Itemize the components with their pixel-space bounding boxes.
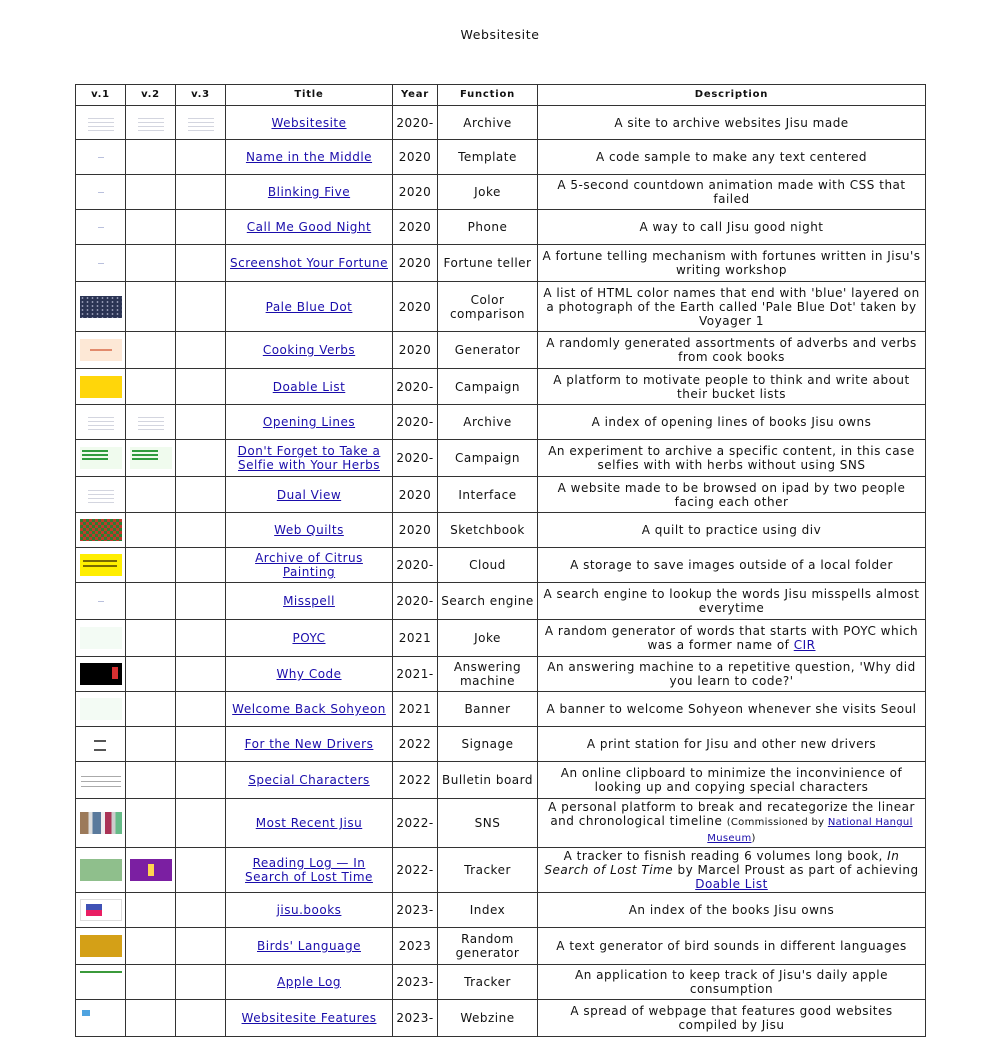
title-cell [226, 583, 393, 620]
description-cell: A code sample to make any text centered [538, 140, 926, 175]
v3-cell [176, 440, 226, 477]
description-cell: An experiment to archive a specific content, in this case selfies with with herbs without using SNS [538, 440, 926, 477]
description-cell: An index of the books Jisu owns [538, 893, 926, 928]
table-row [76, 282, 926, 332]
function-cell: Answering machine [438, 657, 538, 692]
title-cell [226, 440, 393, 477]
function-cell: SNS [438, 799, 538, 848]
function-cell: Color comparison [438, 282, 538, 332]
description-text: A tracker to fisnish reading 6 volumes long book, [563, 849, 888, 863]
description-cell: A 5-second countdown animation made with CSS that failed [538, 175, 926, 210]
purple-thumbnail[interactable] [130, 859, 172, 881]
function-cell: Template [438, 140, 538, 175]
v3-cell [176, 762, 226, 799]
project-link[interactable]: Name in the Middle [245, 150, 373, 164]
project-link[interactable]: Reading Log — In Search of Lost Time [245, 856, 373, 884]
book-title: In Search of Lost Time [544, 849, 900, 877]
table-row [76, 369, 926, 405]
v1-cell[interactable] [76, 140, 126, 175]
v2-cell [126, 965, 176, 1000]
v1-cell[interactable] [76, 762, 126, 799]
v3-cell [176, 477, 226, 513]
v2-cell [126, 477, 176, 513]
year-cell: 2020- [393, 369, 438, 405]
v1-cell[interactable] [76, 440, 126, 477]
v2-cell [126, 727, 176, 762]
year-cell: 2023- [393, 1000, 438, 1037]
project-link[interactable]: Special Characters [248, 773, 370, 787]
commission-note-suffix: ) [751, 833, 756, 844]
title-cell [226, 175, 393, 210]
title-cell [226, 893, 393, 928]
table-row [76, 245, 926, 282]
project-link[interactable]: Opening Lines [262, 415, 356, 429]
table-row [76, 548, 926, 583]
year-cell: 2022 [393, 727, 438, 762]
v1-cell[interactable] [76, 106, 126, 140]
year-cell: 2020 [393, 140, 438, 175]
title-cell [226, 620, 393, 657]
v2-cell [126, 1000, 176, 1037]
description-cell: An application to keep track of Jisu's daily apple consumption [538, 965, 926, 1000]
v2-cell [126, 513, 176, 548]
title-cell [226, 405, 393, 440]
function-cell: Tracker [438, 848, 538, 893]
project-link[interactable]: Archive of Citrus Painting [255, 551, 363, 579]
v2-cell [126, 548, 176, 583]
v3-cell [176, 727, 226, 762]
project-link[interactable]: Apple Log [277, 975, 341, 989]
v1-cell[interactable] [76, 1000, 126, 1037]
sage-thumbnail[interactable] [80, 859, 122, 881]
function-cell: Sketchbook [438, 513, 538, 548]
function-cell: Banner [438, 692, 538, 727]
year-cell: 2020- [393, 106, 438, 140]
v2-cell [126, 762, 176, 799]
year-cell: 2020- [393, 405, 438, 440]
books-thumbnail[interactable] [80, 899, 122, 921]
dot-icon[interactable] [98, 157, 104, 158]
title-cell [226, 282, 393, 332]
v3-cell[interactable] [176, 106, 226, 140]
description-cell: A banner to welcome Sohyeon whenever she visits Seoul [538, 692, 926, 727]
citrus-thumbnail[interactable] [80, 554, 122, 576]
description-cell: A index of opening lines of books Jisu owns [538, 405, 926, 440]
table-row [76, 893, 926, 928]
project-link[interactable]: Websitesite Features [241, 1011, 377, 1025]
title-cell [226, 762, 393, 799]
v3-cell [176, 548, 226, 583]
table-row [76, 513, 926, 548]
hanja-thumbnail[interactable] [80, 733, 122, 755]
v3-cell [176, 332, 226, 369]
function-cell: Phone [438, 210, 538, 245]
description-cell [538, 620, 926, 657]
v3-cell [176, 893, 226, 928]
project-link[interactable]: Websitesite [271, 115, 347, 130]
description-cell: A fortune telling mechanism with fortunes written in Jisu's writing workshop [538, 245, 926, 282]
lines-icon[interactable] [88, 115, 114, 131]
function-cell: Search engine [438, 583, 538, 620]
green-text-thumbnail[interactable] [80, 447, 122, 469]
lines-icon[interactable] [188, 115, 214, 131]
year-cell: 2020 [393, 513, 438, 548]
v1-cell[interactable] [76, 210, 126, 245]
project-link[interactable]: Most Recent Jisu [255, 816, 363, 830]
dot-icon[interactable] [98, 192, 104, 193]
project-link[interactable]: Birds' Language [257, 939, 361, 953]
apple-thumbnail[interactable] [80, 971, 122, 993]
table-row [76, 440, 926, 477]
project-link[interactable]: Welcome Back Sohyeon [232, 702, 386, 716]
description-cell: A print station for Jisu and other new drivers [538, 727, 926, 762]
function-cell: Generator [438, 332, 538, 369]
project-link[interactable]: Web Quilts [274, 523, 344, 537]
description-cell: A spread of webpage that features good websites compiled by Jisu [538, 1000, 926, 1037]
title-cell [226, 332, 393, 369]
v3-cell [176, 405, 226, 440]
page-title: Websitesite [460, 27, 540, 42]
lines-icon[interactable] [88, 487, 114, 503]
title-cell [226, 1000, 393, 1037]
title-cell [226, 369, 393, 405]
description-cell [538, 848, 926, 893]
function-cell: Random generator [438, 928, 538, 965]
project-link[interactable]: Pale Blue Dot [265, 299, 353, 314]
pale-thumbnail[interactable] [80, 627, 122, 649]
table-row [76, 210, 926, 245]
year-cell: 2020 [393, 332, 438, 369]
table-row [76, 405, 926, 440]
features-thumbnail[interactable] [80, 1007, 122, 1029]
function-cell: Archive [438, 106, 538, 140]
v2-cell [126, 928, 176, 965]
function-cell: Campaign [438, 369, 538, 405]
v2-cell [126, 282, 176, 332]
v1-cell[interactable] [76, 332, 126, 369]
project-link[interactable]: Cooking Verbs [262, 343, 356, 357]
year-cell: 2020- [393, 440, 438, 477]
function-cell: Cloud [438, 548, 538, 583]
year-cell: 2022- [393, 848, 438, 893]
table-row [76, 1000, 926, 1037]
v2-cell [126, 799, 176, 848]
commission-link[interactable]: National Hangul Museum [707, 817, 913, 844]
project-link[interactable]: Call Me Good Night [246, 220, 372, 234]
v3-cell [176, 369, 226, 405]
lines-icon[interactable] [138, 115, 164, 131]
year-cell: 2022 [393, 762, 438, 799]
v1-cell[interactable] [76, 727, 126, 762]
title-cell [226, 657, 393, 692]
v1-cell[interactable] [76, 583, 126, 620]
v2-cell [126, 620, 176, 657]
v2-cell [126, 245, 176, 282]
peach-thumbnail[interactable] [80, 339, 122, 361]
table-row [76, 620, 926, 657]
v2-cell[interactable] [126, 440, 176, 477]
v1-cell[interactable] [76, 657, 126, 692]
collage-thumbnail[interactable] [80, 812, 122, 834]
table-row [76, 928, 926, 965]
year-cell: 2023- [393, 893, 438, 928]
v2-cell[interactable] [126, 405, 176, 440]
v1-cell[interactable] [76, 928, 126, 965]
description-text: A random generator of words that starts with POYC which was a former name of [544, 624, 919, 652]
table-row [76, 583, 926, 620]
description-cell: A website made to be browsed on ipad by two people facing each other [538, 477, 926, 513]
project-link[interactable]: For the New Drivers [244, 737, 374, 751]
function-cell: Joke [438, 620, 538, 657]
pale-thumbnail[interactable] [80, 698, 122, 720]
table-row [76, 965, 926, 1000]
function-cell: Joke [438, 175, 538, 210]
description-cell: A storage to save images outside of a local folder [538, 548, 926, 583]
year-cell: 2022- [393, 799, 438, 848]
v1-cell[interactable] [76, 965, 126, 1000]
title-cell [226, 928, 393, 965]
year-cell: 2020- [393, 583, 438, 620]
function-cell: Index [438, 893, 538, 928]
year-cell: 2023- [393, 965, 438, 1000]
year-cell: 2020- [393, 548, 438, 583]
title-cell [226, 548, 393, 583]
v1-cell[interactable] [76, 282, 126, 332]
project-link[interactable]: Misspell [283, 594, 335, 608]
commission-note-prefix: (Commissioned by [726, 817, 828, 828]
description-link[interactable]: CIR [793, 638, 816, 652]
year-cell: 2020 [393, 282, 438, 332]
v3-cell [176, 583, 226, 620]
title-cell [226, 106, 393, 140]
black-thumbnail[interactable] [80, 663, 122, 685]
text-thumbnail[interactable] [81, 772, 121, 788]
v2-cell [126, 210, 176, 245]
v2-cell[interactable] [126, 106, 176, 140]
table-row [76, 175, 926, 210]
table-row [76, 762, 926, 799]
v1-cell[interactable] [76, 245, 126, 282]
year-cell: 2021 [393, 692, 438, 727]
year-cell: 2020 [393, 175, 438, 210]
description-cell [538, 799, 926, 848]
description-link[interactable]: Doable List [695, 877, 768, 891]
title-cell [226, 140, 393, 175]
v3-cell [176, 1000, 226, 1037]
project-link[interactable]: Why Code [276, 667, 342, 681]
function-cell: Campaign [438, 440, 538, 477]
year-cell: 2021 [393, 620, 438, 657]
year-cell: 2020 [393, 477, 438, 513]
header-v2: v.2 [126, 85, 176, 106]
year-cell: 2020 [393, 245, 438, 282]
function-cell: Webzine [438, 1000, 538, 1037]
title-cell [226, 245, 393, 282]
title-cell [226, 799, 393, 848]
v3-cell [176, 140, 226, 175]
table-row [76, 848, 926, 893]
title-cell [226, 727, 393, 762]
title-cell [226, 965, 393, 1000]
lines-icon[interactable] [88, 414, 114, 430]
title-cell [226, 477, 393, 513]
description-text: A personal platform to break and recategorize the linear and chronological timeline [548, 800, 915, 828]
v3-cell [176, 928, 226, 965]
v2-cell [126, 140, 176, 175]
description-cell: A randomly generated assortments of adverbs and verbs from cook books [538, 332, 926, 369]
v1-cell[interactable] [76, 620, 126, 657]
description-cell: A platform to motivate people to think and write about their bucket lists [538, 369, 926, 405]
project-link[interactable]: Screenshot Your Fortune [230, 256, 388, 270]
v1-cell[interactable] [76, 893, 126, 928]
table-row [76, 332, 926, 369]
v2-cell [126, 175, 176, 210]
v2-cell [126, 657, 176, 692]
v1-cell[interactable] [76, 405, 126, 440]
description-cell: A search engine to lookup the words Jisu misspells almost everytime [538, 583, 926, 620]
v1-cell[interactable] [76, 692, 126, 727]
description-text: by Marcel Proust as part of achieving [673, 863, 919, 877]
v2-cell [126, 692, 176, 727]
table-row [76, 727, 926, 762]
v3-cell [176, 799, 226, 848]
description-cell: A way to call Jisu good night [538, 210, 926, 245]
v3-cell [176, 175, 226, 210]
v1-cell[interactable] [76, 513, 126, 548]
table-row [76, 140, 926, 175]
project-link[interactable]: Blinking Five [267, 185, 351, 199]
year-cell: 2021- [393, 657, 438, 692]
description-cell: A site to archive websites Jisu made [538, 106, 926, 140]
year-cell: 2023 [393, 928, 438, 965]
table-header-row [76, 85, 926, 106]
v3-cell [176, 965, 226, 1000]
yellow-thumbnail[interactable] [80, 376, 122, 398]
function-cell: Signage [438, 727, 538, 762]
green-text-thumbnail[interactable] [130, 447, 172, 469]
table-row [76, 657, 926, 692]
year-cell: 2020 [393, 210, 438, 245]
function-cell: Fortune teller [438, 245, 538, 282]
title-cell [226, 848, 393, 893]
title-cell [226, 210, 393, 245]
v2-cell [126, 583, 176, 620]
v3-cell [176, 692, 226, 727]
project-link[interactable]: Dual View [276, 487, 342, 502]
v1-cell[interactable] [76, 799, 126, 848]
table-row [76, 106, 926, 140]
header-title: Title [226, 85, 393, 106]
v1-cell[interactable] [76, 548, 126, 583]
table-row [76, 477, 926, 513]
table-row [76, 799, 926, 848]
projects-table [75, 84, 926, 1037]
title-cell [226, 513, 393, 548]
v3-cell [176, 282, 226, 332]
description-cell: An online clipboard to minimize the inconvinience of looking up and copying special characters [538, 762, 926, 799]
v3-cell [176, 245, 226, 282]
v1-cell[interactable] [76, 175, 126, 210]
dot-icon[interactable] [98, 227, 104, 228]
project-link[interactable]: POYC [292, 631, 326, 645]
header-v1: v.1 [76, 85, 126, 106]
v3-cell [176, 848, 226, 893]
description-cell: An answering machine to a repetitive question, 'Why did you learn to code?' [538, 657, 926, 692]
starfield-thumbnail[interactable] [80, 296, 122, 318]
v2-cell [126, 893, 176, 928]
v1-cell[interactable] [76, 369, 126, 405]
v3-cell [176, 620, 226, 657]
v2-cell[interactable] [126, 848, 176, 893]
function-cell: Bulletin board [438, 762, 538, 799]
v1-cell[interactable] [76, 848, 126, 893]
project-link[interactable]: jisu.books [276, 903, 342, 917]
header-description: Description [538, 85, 926, 106]
v3-cell [176, 657, 226, 692]
v3-cell [176, 513, 226, 548]
description-cell: A text generator of bird sounds in different languages [538, 928, 926, 965]
mustard-thumbnail[interactable] [80, 935, 122, 957]
project-link[interactable]: Don't Forget to Take a Selfie with Your Herbs [237, 444, 381, 472]
table-row [76, 692, 926, 727]
description-cell: A quilt to practice using div [538, 513, 926, 548]
function-cell: Archive [438, 405, 538, 440]
v3-cell [176, 210, 226, 245]
header-year: Year [393, 85, 438, 106]
dot-icon[interactable] [98, 263, 104, 264]
project-link[interactable]: Doable List [272, 379, 346, 394]
checker-thumbnail[interactable] [80, 519, 122, 541]
title-cell [226, 692, 393, 727]
dot-icon[interactable] [98, 601, 104, 602]
header-function: Function [438, 85, 538, 106]
function-cell: Tracker [438, 965, 538, 1000]
description-cell: A list of HTML color names that end with 'blue' layered on a photograph of the Earth called 'Pale Blue Dot' taken by Voyager 1 [538, 282, 926, 332]
function-cell: Interface [438, 477, 538, 513]
v2-cell [126, 332, 176, 369]
header-v3: v.3 [176, 85, 226, 106]
v2-cell [126, 369, 176, 405]
v1-cell[interactable] [76, 477, 126, 513]
lines-icon[interactable] [138, 414, 164, 430]
